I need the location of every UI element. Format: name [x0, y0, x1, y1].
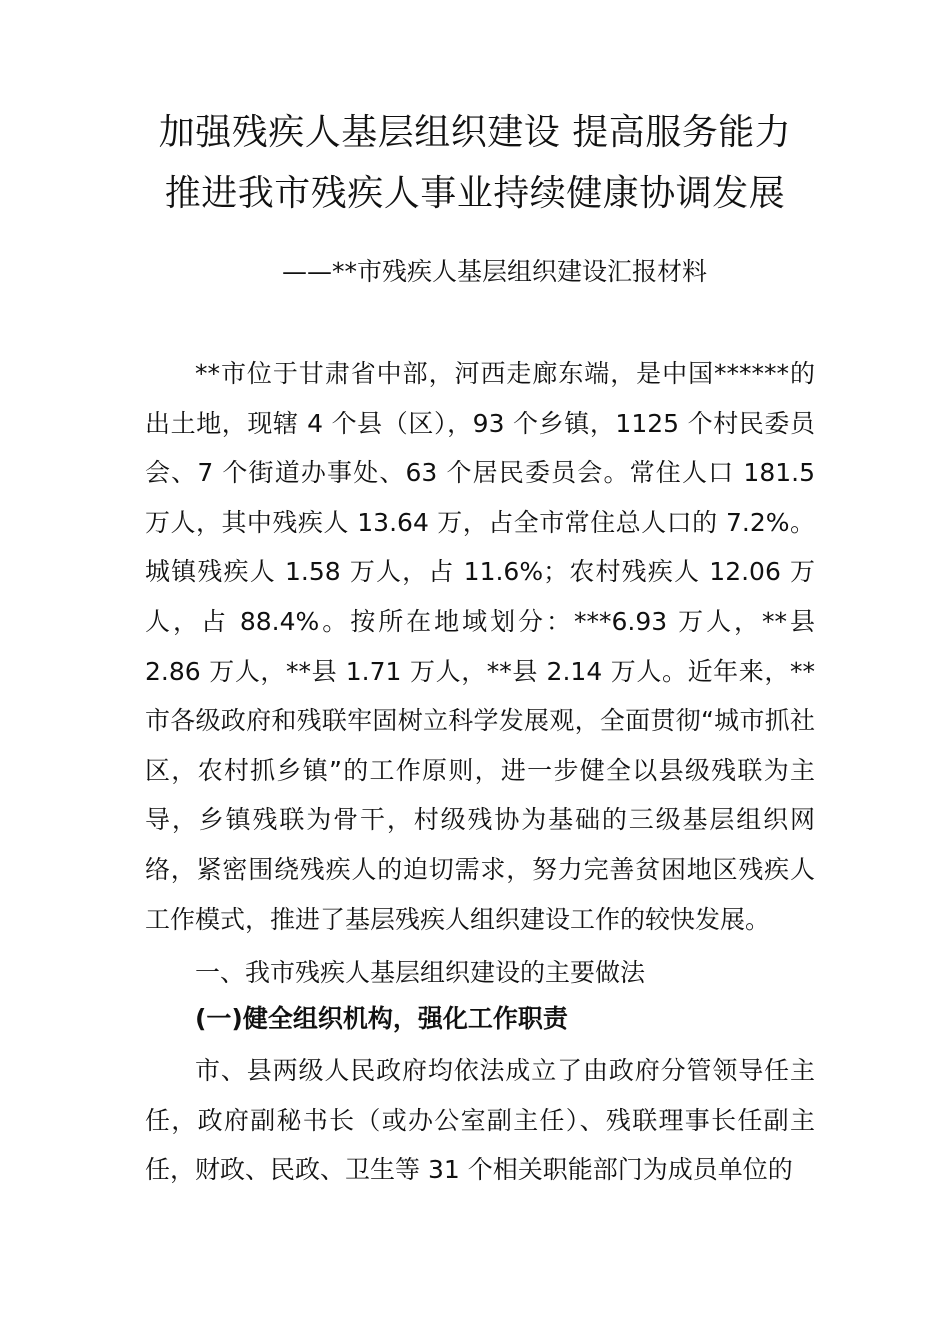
section-heading: 一、我市残疾人基层组织建设的主要做法	[195, 958, 646, 987]
document-title-line-2: 推进我市残疾人事业持续健康协调发展	[164, 173, 786, 214]
body-paragraph: 市、县两级人民政府均依法成立了由政府分管领导任主任，政府副秘书长（或办公室副主任）、残联理事长任副主任，财政、民政、卫生等 31 个相关职能部门为成员单位的	[145, 1056, 815, 1185]
document-subtitle: ——**市残疾人基层组织建设汇报材料	[282, 257, 708, 286]
document-title-line-1: 加强残疾人基层组织建设 提高服务能力	[158, 112, 792, 153]
subsection-heading: (一)健全组织机构，强化工作职责	[195, 1004, 568, 1033]
intro-paragraph: **市位于甘肃省中部，河西走廊东端，是中国******的出土地，现辖 4 个县（区），93 个乡镇，1125 个村民委员会、7 个街道办事处、63 个居民委员会。常住人口 181.5 万人，其中残疾人 13.64 万，占全市常住总人口的 7.2%。城镇残疾人 1.58 万人，占 11.6%；农村残疾人 12.06 万人，占 88.4%。按所在地域划分：***6.93 万人，**县 2.86 万人，**县 1.71 万人，**县 2.14 万人。近年来，**市各级政府和残联牢固树立科学发展观，全面贯彻“城市抓社区，农村抓乡镇”的工作原则，进一步健全以县级残联为主导，乡镇残联为骨干，村级残协为基础的三级基层组织网络，紧密围绕残疾人的迫切需求，努力完善贫困地区残疾人工作模式，推进了基层残疾人组织建设工作的较快发展。	[145, 359, 815, 934]
